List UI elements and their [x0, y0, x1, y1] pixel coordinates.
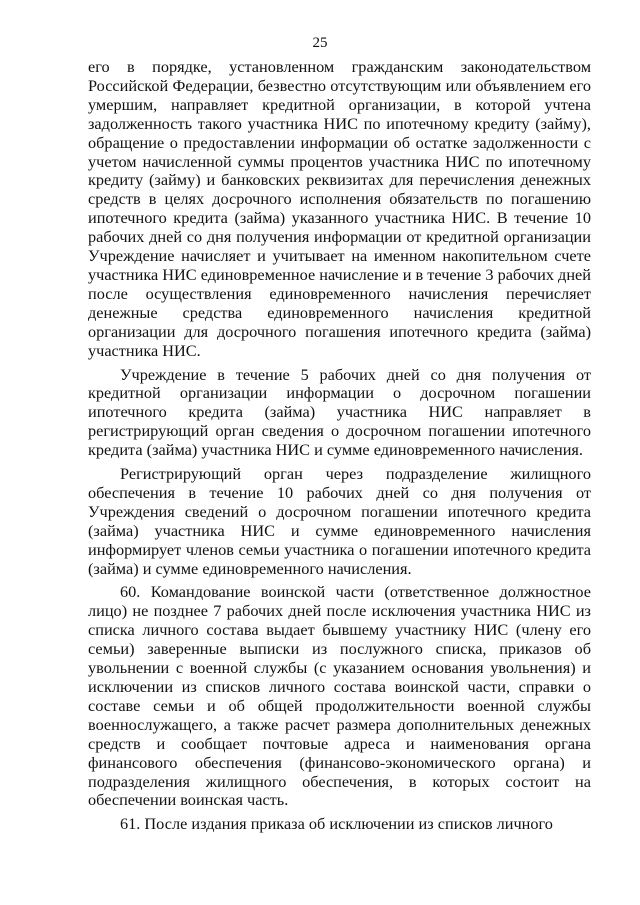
document-body	[88, 58, 591, 834]
paragraph-early-repayment-notice: Учреждение в течение 5 рабочих дней со дня получения от кредитной организации информации о досрочном погашении ипотечного кредита (займа) участника НИС направляет в регистрирующий орган сведения о досрочном погашении ипотечного кредита (займа) участника НИС и сумме единовременного начисления.	[88, 364, 591, 460]
paragraph-continuation: его в порядке, установленном гражданским законодательством Российской Федерации, безвестно отсутствующим или объявлением его умершим, направляет кредитной организации, в которой учтена задолженность такого участника НИС по ипотечному кредиту (займу), обращение о предоставлении информации об остатке задолженности с учетом начисленной суммы процентов участника НИС по ипотечному кредиту (займу) и банковских реквизитах для перечисления денежных средств в целях досрочного исполнения обязательств по погашению ипотечного кредита (займа) указанного участника НИС. В течение 10 рабочих дней со дня получения информации от кредитной организации Учреждение начисляет и учитывает на именном накопительном счете участника НИС единовременное начисление и в течение 3 рабочих дней после осуществления единовременного начисления перечисляет денежные средства единовременного начисления кредитной организации для досрочного погашения ипотечного кредита (займа) участника НИС.	[88, 57, 591, 360]
paragraph-clause-60: 60. Командование воинской части (ответственное должностное лицо) не позднее 7 рабочих дней после исключения участника НИС из списка личного состава выдает бывшему участнику НИС (члену его семьи) заверенные выписки из послужного списка, приказов об увольнении с военной службы (с указанием основания увольнения) и исключении из списков личного состава воинской части, справки о составе семьи и об общей продолжительности военной службы военнослужащего, а также расчет размера дополнительных денежных средств и сообщает почтовые адреса и наименования органа финансового обеспечения (финансово-экономического органа) и подразделения жилищного обеспечения, в которых состоит на обеспечении воинская часть.	[88, 582, 591, 810]
paragraph-clause-61: 61. После издания приказа об исключении из списков личного	[120, 814, 553, 834]
page-number: 25	[312, 35, 328, 51]
paragraph-family-notification: Регистрирующий орган через подразделение жилищного обеспечения в течение 10 рабочих дней со дня получения от Учреждения сведений о досрочном погашении ипотечного кредита (займа) участника НИС и сумме единовременного начисления информирует членов семьи участника о погашении ипотечного кредита (займа) и сумме единовременного начисления.	[88, 464, 591, 578]
